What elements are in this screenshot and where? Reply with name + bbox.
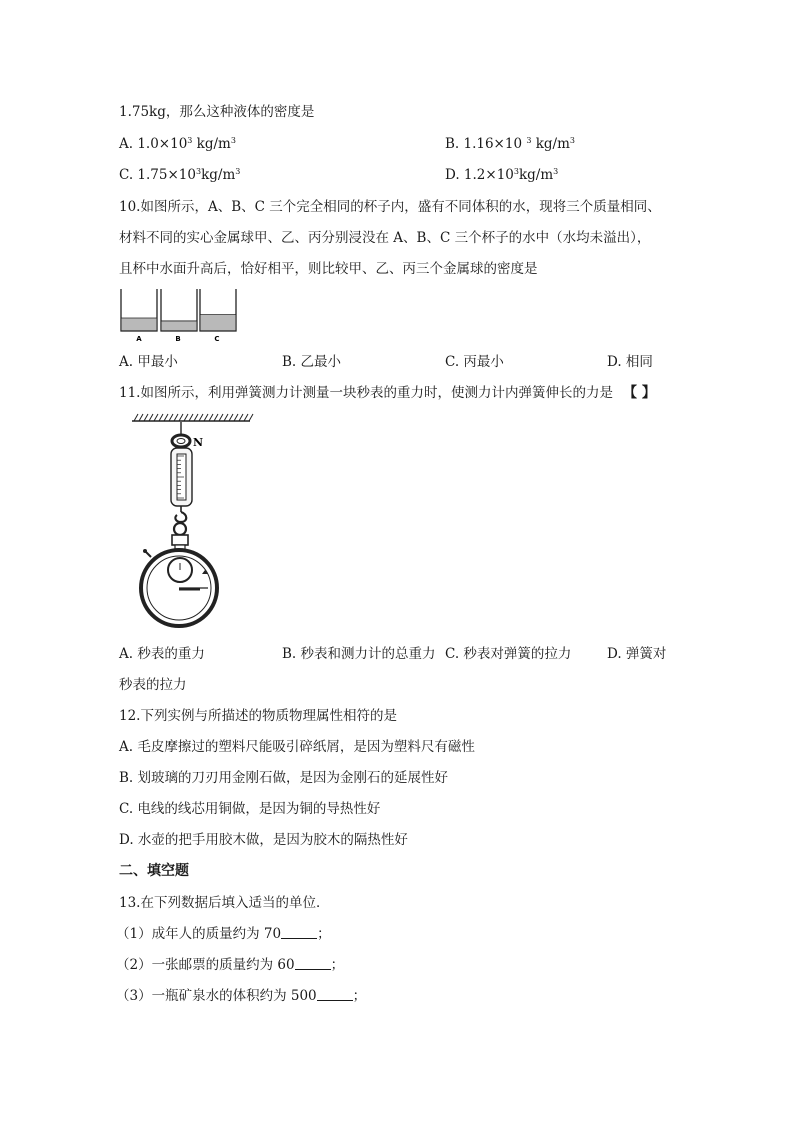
q10-option-d: D. 相同 — [607, 354, 653, 370]
ceiling-hatch — [159, 414, 163, 421]
q9-option-a: A. $1.0\times 10^3$ $kg/m^3$ — [119, 136, 236, 152]
newton-unit-label: N — [193, 436, 204, 449]
ceiling-hatch — [214, 414, 218, 421]
ceiling-hatch — [189, 414, 193, 421]
ceiling-hatch — [164, 414, 168, 421]
q13-item-1: （1）成年人的质量约为 70 ； — [116, 926, 331, 942]
ceiling-hatch — [229, 414, 233, 421]
q12-option-d: D. 水壶的把手用胶木做，是因为胶木的隔热性好 — [119, 832, 408, 848]
cup-b-water — [162, 321, 196, 331]
q11-option-d: D. 弹簧对 — [607, 646, 667, 662]
ceiling-hatch — [239, 414, 243, 421]
q9-option-d: D. $1.2\times 10^3kg/m^3$ — [445, 167, 559, 183]
ceiling-hatch — [174, 414, 178, 421]
spring-scale-stopwatch-figure — [128, 412, 258, 634]
q11-option-b: B. 秒表和测力计的总重力 — [282, 646, 436, 662]
q12-option-c: C. 电线的线芯用铜做，是因为铜的导热性好 — [119, 801, 381, 817]
ceiling-hatch — [244, 414, 248, 421]
ceiling-hatch — [194, 414, 198, 421]
ceiling-hatch — [134, 414, 138, 421]
ceiling-hatch — [144, 414, 148, 421]
q11-option-c: C. 秒表对弹簧的拉力 — [445, 646, 572, 662]
ceiling-hatch — [204, 414, 208, 421]
q10-stem-line-2: 材料不同的实心金属球甲、乙、丙分别浸没在 A、B、C 三个杯子的水中（水均未溢出）， — [119, 230, 651, 246]
three-cups-figure — [119, 287, 239, 345]
q9-option-b: B. 1.16×10 $^3$ $kg/m^3$ — [445, 136, 575, 152]
q11-option-d-continuation: 秒表的拉力 — [119, 677, 187, 693]
q12-stem: 12.下列实例与所描述的物质物理属性相符的是 — [119, 708, 397, 724]
ceiling-hatch — [199, 414, 203, 421]
ceiling-hatch — [219, 414, 223, 421]
fill-blank[interactable] — [281, 925, 317, 939]
ceiling-hatch — [209, 414, 213, 421]
q10-stem-line-3: 且杯中水面升高后，恰好相平，则比较甲、乙、丙三个金属球的密度是 — [119, 261, 538, 277]
ceiling-hatch — [224, 414, 228, 421]
ceiling-hatch — [139, 414, 143, 421]
q12-option-b: B. 划玻璃的刀刃用金刚石做，是因为金刚石的延展性好 — [119, 770, 449, 786]
q13-item-2: （2）一张邮票的质量约为 60 ； — [116, 957, 345, 973]
q9-continuation: 1.75kg，那么这种液体的密度是 — [119, 104, 315, 120]
q10-option-a: A. 甲最小 — [119, 354, 178, 370]
cup-c-water — [201, 315, 235, 331]
q13-item-3: （3）一瓶矿泉水的体积约为 500 ； — [116, 988, 367, 1004]
ceiling-hatch — [234, 414, 238, 421]
cup-label-a: A — [136, 335, 142, 343]
ceiling-hatch — [169, 414, 173, 421]
q12-option-a: A. 毛皮摩擦过的塑料尺能吸引碎纸屑，是因为塑料尺有磁性 — [119, 739, 475, 755]
ceiling-hatch — [249, 414, 253, 421]
q9-option-c: C. $1.75\times 10^3kg/m^3$ — [119, 167, 241, 183]
ceiling-hatch — [184, 414, 188, 421]
ceiling-hatch — [154, 414, 158, 421]
cup-label-b: B — [175, 335, 181, 343]
ceiling-hatch — [179, 414, 183, 421]
section-heading: 二、填空题 — [119, 863, 189, 879]
q10-option-b: B. 乙最小 — [282, 354, 342, 370]
q11-option-a: A. 秒表的重力 — [119, 646, 205, 662]
q13-stem: 13.在下列数据后填入适当的单位． — [119, 895, 330, 911]
cup-a-water — [122, 318, 156, 331]
fill-blank[interactable] — [317, 987, 353, 1001]
ceiling-hatch — [149, 414, 153, 421]
answer-bracket: 【 】 — [622, 385, 656, 401]
q10-stem-line-1: 10.如图所示，A、B、C 三个完全相同的杯子内，盛有不同体积的水，现将三个质量相同、 — [119, 199, 661, 215]
fill-blank[interactable] — [295, 956, 331, 970]
cup-label-c: C — [214, 335, 220, 343]
q10-option-c: C. 丙最小 — [445, 354, 504, 370]
q11-stem: 11.如图所示，利用弹簧测力计测量一块秒表的重力时，使测力计内弹簧伸长的力是 【 】 — [119, 385, 656, 401]
